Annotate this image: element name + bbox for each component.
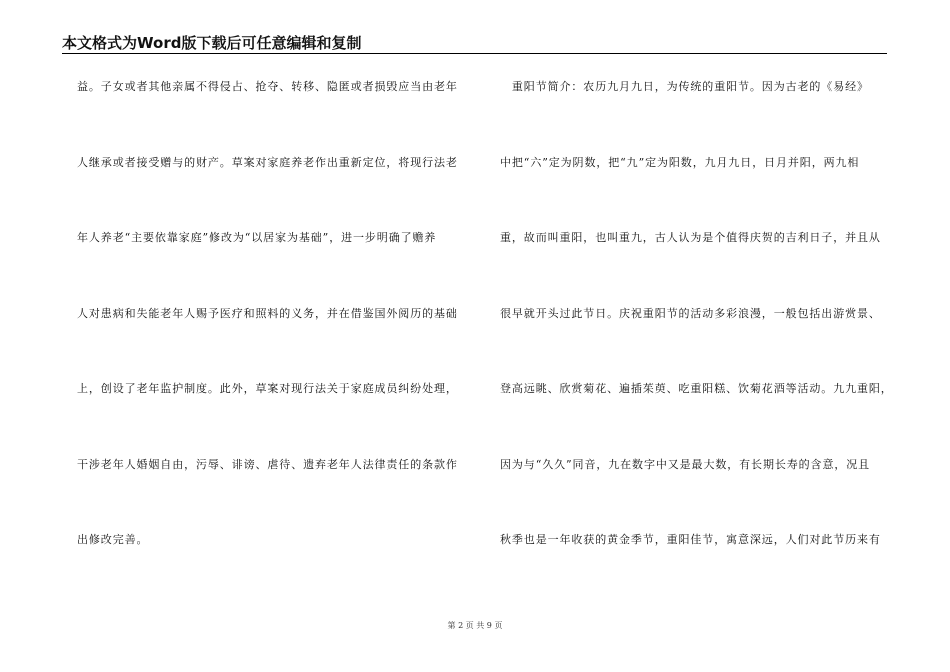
text-line: 重阳节简介：农历九月九日，为传统的重阳节。因为古老的《易经》 (500, 80, 869, 93)
header-divider (62, 53, 887, 54)
text-line: 人继承或者接受赠与的财产。草案对家庭养老作出重新定位，将现行法老 (77, 155, 458, 169)
text-line: 秋季也是一年收获的黄金季节，重阳佳节，寓意深远，人们对此节历来有 (500, 533, 881, 546)
document-header-title: 本文格式为Word版下载后可任意编辑和复制 (62, 34, 362, 52)
text-line: 重，故而叫重阳，也叫重九，古人认为是个值得庆贺的吉利日子，并且从 (500, 231, 881, 244)
text-line: 人对患病和失能老年人赐予医疗和照料的义务，并在借鉴国外阅历的基础 (77, 306, 458, 320)
text-line: 因为与“久久”同音，九在数字中又是最大数，有长期长寿的含意，况且 (500, 457, 871, 471)
text-line: 中把“六”定为阴数，把“九”定为阳数，九月九日，日月并阳，两九相 (500, 155, 860, 169)
text-line: 登高远眺、欣赏菊花、遍插茱萸、吃重阳糕、饮菊花酒等活动。九九重阳， (500, 382, 893, 395)
text-line: 年人养老“主要依靠家庭”修改为“以居家为基础”，进一步明确了赡养 (77, 231, 437, 244)
right-text-column (500, 73, 893, 602)
text-line: 干涉老年人婚姻自由，污辱、诽谤、虐待、遗弃老年人法律责任的条款作 (77, 457, 458, 471)
text-line: 很早就开头过此节日。庆祝重阳节的活动多彩浪漫，一般包括出游赏景、 (500, 306, 881, 320)
page-number-footer: 第 2 页 共 9 页 (447, 621, 503, 630)
text-line: 上，创设了老年监护制度。此外，草案对现行法关于家庭成员纠纷处理， (77, 382, 458, 395)
text-line: 益。子女或者其他亲属不得侵占、抢夺、转移、隐匿或者损毁应当由老年 (77, 80, 458, 93)
left-text-column (77, 73, 463, 602)
text-line: 出修改完善。 (77, 533, 149, 546)
